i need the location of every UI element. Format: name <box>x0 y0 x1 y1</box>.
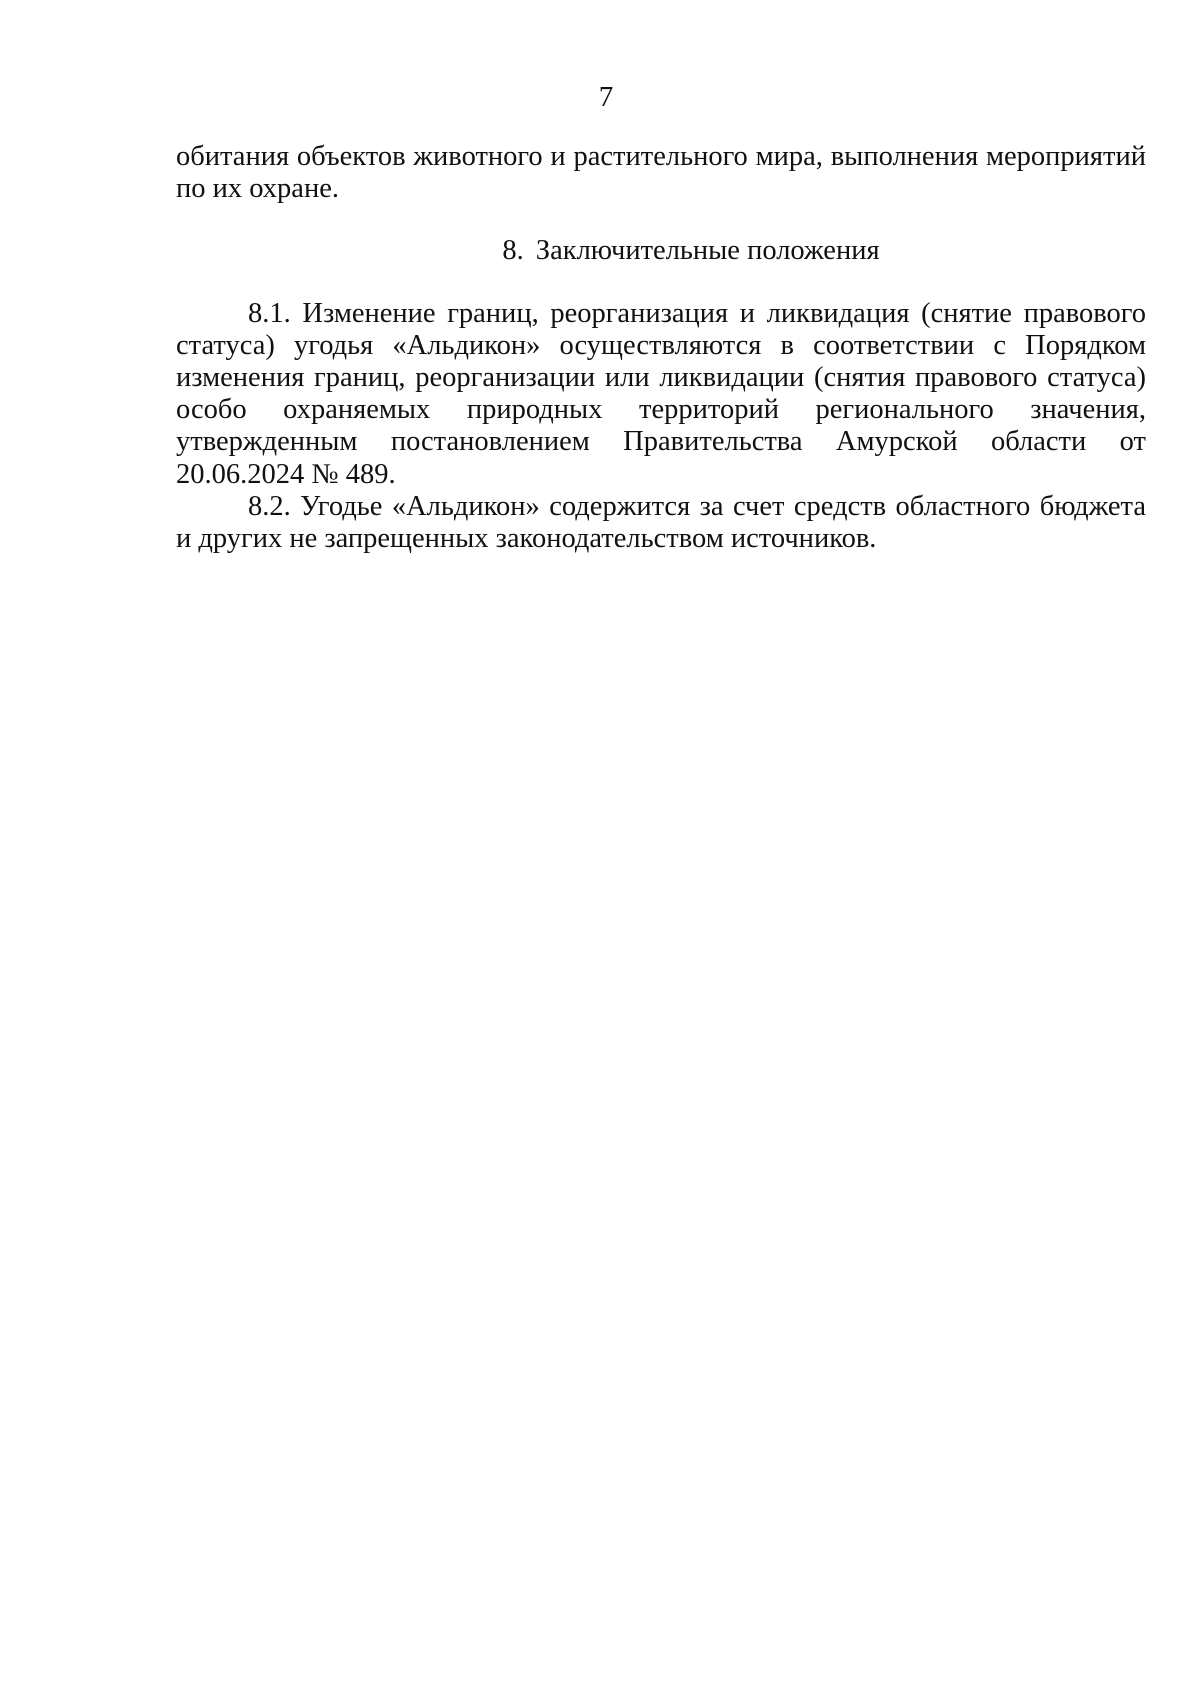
section-title: Заключительные положения <box>535 235 880 267</box>
section-number: 8. <box>502 235 524 267</box>
document-body <box>176 141 1146 555</box>
page-number: 7 <box>598 81 614 113</box>
paragraph-8-2: 8.2. Угодье «Альдикон» содержится за счет средств областного бюджета и других не запрещенных законодательством источников. <box>176 490 1146 555</box>
paragraph-8-1: 8.1. Изменение границ, реорганизация и ликвидация (снятие правового статуса) угодья «Альдикон» осуществляются в соответствии с Порядком изменения границ, реорганизации или ликвидации (снятия правового статуса) особо охраняемых природных территорий регионального значения, утвержденным постановлением Правительства Амурской области от 20.06.2024 № 489. <box>176 297 1146 490</box>
section-heading <box>176 235 1146 267</box>
continuation-paragraph: обитания объектов животного и растительного мира, выполнения мероприятий по их охране. <box>176 141 1146 205</box>
